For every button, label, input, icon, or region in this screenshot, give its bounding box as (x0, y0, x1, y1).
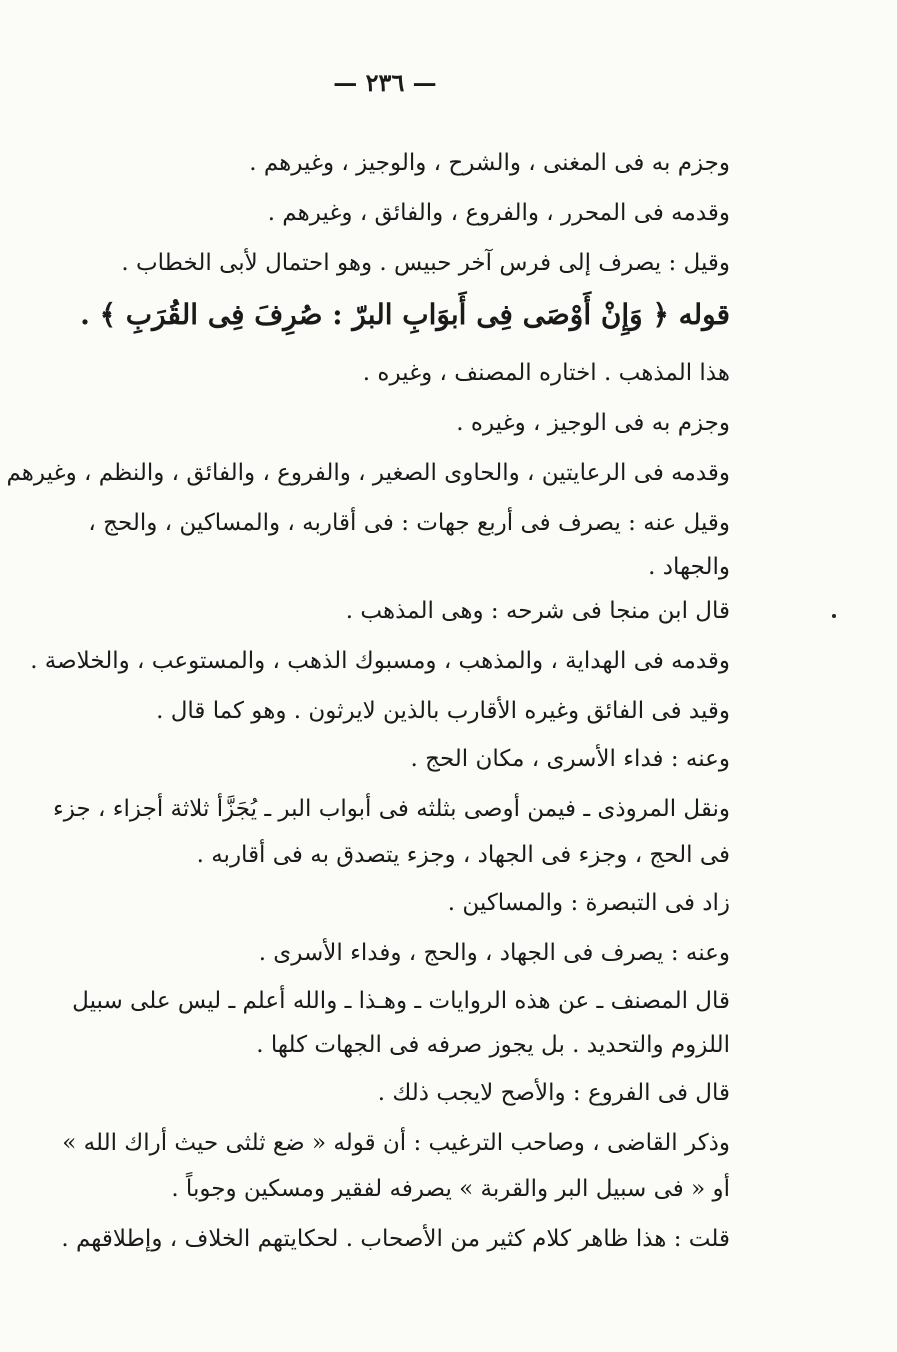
text-line: هذا المذهب . اختاره المصنف ، وغيره . (362, 360, 730, 386)
text-line: وقدمه فى الرعايتين ، والحاوى الصغير ، والفروع ، والفائق ، والنظم ، وغيرهم (6, 460, 730, 486)
text-line: وجزم به فى الوجيز ، وغيره . (456, 410, 730, 436)
text-line: أو « فى سبيل البر والقربة » يصرفه لفقير ومسكين وجوباً . (171, 1176, 730, 1202)
text-line: قال فى الفروع : والأصح لايجب ذلك . (377, 1080, 730, 1106)
text-line: وقيل عنه : يصرف فى أربع جهات : فى أقاربه ، والمساكين ، والحج ، (88, 510, 730, 536)
text-line: وجزم به فى المغنى ، والشرح ، والوجيز ، وغيرهم . (249, 150, 730, 176)
text-line: قلت : هذا ظاهر كلام كثير من الأصحاب . لحكايتهم الخلاف ، وإطلاقهم . (61, 1226, 730, 1252)
margin-dot (832, 614, 836, 618)
text-line: قال ابن منجا فى شرحه : وهى المذهب . (345, 598, 730, 624)
text-line: وعنه : فداء الأسرى ، مكان الحج . (410, 746, 730, 772)
text-line: وقدمه فى المحرر ، والفروع ، والفائق ، وغيرهم . (267, 200, 730, 226)
text-line: قال المصنف ـ عن هذه الروايات ـ وهـذا ـ والله أعلم ـ ليس على سبيل (72, 988, 730, 1014)
text-line: وقدمه فى الهداية ، والمذهب ، ومسبوك الذهب ، والمستوعب ، والخلاصة . (30, 648, 730, 674)
text-line: والجهاد . (648, 554, 730, 580)
text-line: وذكر القاضى ، وصاحب الترغيب : أن قوله « ضع ثلثى حيث أراك الله » (62, 1130, 730, 1156)
text-line: وقيد فى الفائق وغيره الأقارب بالذين لايرثون . وهو كما قال . (156, 698, 730, 724)
text-line: اللزوم والتحديد . بل يجوز صرفه فى الجهات كلها . (256, 1032, 730, 1058)
text-line: زاد فى التبصرة : والمساكين . (447, 890, 730, 916)
text-line: وعنه : يصرف فى الجهاد ، والحج ، وفداء الأسرى . (258, 940, 730, 966)
page-number: — ٢٣٦ — (333, 68, 437, 97)
text-line: وقيل : يصرف إلى فرس آخر حبيس . وهو احتمال لأبى الخطاب . (121, 250, 730, 276)
text-line: فى الحج ، وجزء فى الجهاد ، وجزء يتصدق به فى أقاربه . (196, 842, 730, 868)
section-heading: قوله ﴿ وَإِنْ أَوْصَى فِى أَبوَابِ البرّ : صُرِفَ فِى القُرَبِ ﴾ . (80, 298, 730, 331)
text-line: ونقل المروذى ـ فيمن أوصى بثلثه فى أبواب البر ـ يُجَزَّأ ثلاثة أجزاء ، جزء (52, 796, 730, 822)
